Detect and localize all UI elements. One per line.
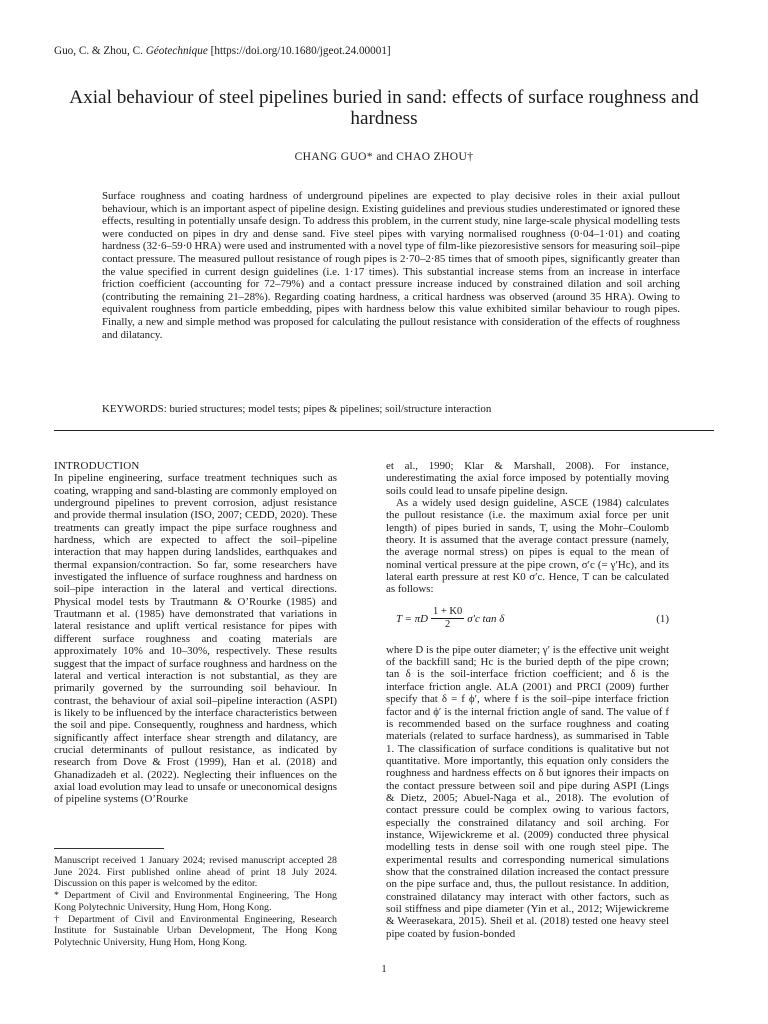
equation-body xyxy=(386,606,656,631)
equation-fraction xyxy=(431,606,464,631)
keywords xyxy=(102,403,680,416)
author-joiner: and xyxy=(376,151,393,163)
running-header xyxy=(54,45,391,57)
paragraph-definitions: where D is the pipe outer diameter; γ′ is the effective unit weight of the backfill sand; Hc is the buried depth of the pipe crown; tan δ is the soil-interface friction coefficient; and δ is the interface friction angle. ALA (2001) and PRCI (2009) further specify that δ = f ϕ′, where f is the soil–pipe interface friction factor and ϕ′ is the internal friction angle of sand. The value of f is recommended based on the surface roughness and coating materials (related to surface hardness), as summarised in Table 1. The classification of surface conditions is qualitative but not quantitative. More importantly, this equation only considers the roughness and hardness effects on δ but ignores their impacts on the contact pressure between soil and pipe during ASPI (Lings & Dietz, 2005; Abuel-Naga et al., 2018). The evolution of contact pressure could be complex owing to various factors, especially the constrained dilatancy and soil arching. For instance, Wijewickreme et al. (2009) conducted three physical modelling tests in dense soil with one rough steel pipe. The experimental results and corresponding numerical simulations show that the constrained dilation increased the contact pressure on the pipe surface and, thus, the pullout resistance. In addition, constrained dilatancy may interact with other factors, such as soil stiffness and pipe diameter (Yin et al., 2012; Wijewickreme & Weerasekara, 2015). Sheil et al. (2018) tested one heavy steel pipe coated by fusion-bonded xyxy=(386,643,669,940)
equation-numerator: 1 + K0 xyxy=(432,606,463,618)
page-number: 1 xyxy=(381,963,387,975)
footnote-affiliation-1: * Department of Civil and Environmental Engineering, The Hong Kong Polytechnic University, Hung Hom, Hong Kong. xyxy=(54,890,337,913)
paper-title: Axial behaviour of steel pipelines buried in sand: effects of surface roughness and hardness xyxy=(69,87,699,129)
abstract: Surface roughness and coating hardness of underground pipelines are expected to play decisive roles in their axial pullout behaviour, which is an important aspect of pipeline design. Existing guidelines and previous studies underestimated or ignored these effects, resulting in potentially unsafe design. To address this problem, in the current study, nine large-scale physical modelling tests were conducted on pipes in dry and dense sand. Five steel pipes with varying normalised roughness (0·04–1·01) and coating hardness (32·6–59·0 HRA) were used and instrumented with a novel type of film-like piezoresistive sensors for measuring soil–pipe contact pressure. The measured pullout resistance of rough pipes is 2·70–2·85 times that of smooth pipes, significantly greater than the value specified in current design guidelines (i.e. 1·17 times). This substantial increase stems from an increase in interface friction coefficient (accounting for 72–79%) and a contact pressure increase induced by constrained dilation and soil arching (contributing the remaining 21–28%). Regarding coating hardness, a critical hardness was observed (around 35 HRA). Owing to equivalent roughness from particle embedding, pipes with hardness below this value exhibited similar behaviour to rough pipes. Finally, a new and simple method was proposed for calculating the pullout resistance with consideration of the effects of roughness and dilatancy. xyxy=(102,190,680,341)
equation-denominator: 2 xyxy=(444,619,451,631)
doi-link[interactable]: [https://doi.org/10.1680/jgeot.24.00001] xyxy=(210,45,391,57)
section-heading-introduction: INTRODUCTION xyxy=(54,460,140,472)
author-line xyxy=(0,151,768,163)
equation-lhs: T = πD xyxy=(396,612,428,625)
keywords-label: KEYWORDS: xyxy=(102,403,167,415)
equation-1 xyxy=(386,602,669,636)
footnotes xyxy=(54,855,337,949)
footnote-received: Manuscript received 1 January 2024; revised manuscript accepted 28 June 2024. First published online ahead of print 18 July 2024. Discussion on this paper is welcomed by the editor. xyxy=(54,855,337,890)
footnote-divider xyxy=(54,848,164,849)
equation-rhs: σ′c tan δ xyxy=(467,612,505,625)
intro-paragraph: In pipeline engineering, surface treatment techniques such as coating, wrapping and sand-blasting are commonly employed on underground pipelines to prevent corrosion, adjust resistance and provide thermal insulation (ISO, 2007; CEDD, 2020). These treatments can greatly impact the pipe surface roughness and hardness, which are expected to affect the soil–pipeline interaction that may happen during landslides, earthquakes and thermal expansion/contraction. So far, some researchers have investigated the influence of surface roughness and hardness on soil–pipe interaction in the lateral and vertical directions. Physical model tests by Trautmann & O’Rourke (1985) and Trautmann et al. (1985) have demonstrated that variations in lateral resistance and uplift vertical resistance for pipes with different surface roughness and coating materials are approximately 10% and 10–30%, respectively. These results suggest that the impact of surface roughness and hardness on the lateral and vertical interaction is not substantial, as they are primarily governed by the surrounding soil behaviour. In contrast, the behaviour of axial soil–pipeline interaction (ASPI) is likely to be influenced by the interface characteristics between the soil and pipe. Consequently, roughness and hardness, which significantly affect interface shear strength and dilatancy, are crucial determinants of pullout resistance, as indicated by research from Dove & Frost (1999), Han et al. (2018) and Ghanadizadeh et al. (2022). Neglecting their influences on the axial load evolution may lead to unsafe or uneconomical designs of pipeline systems (O’Rourke xyxy=(54,472,337,806)
keywords-list: buried structures; model tests; pipes & pipelines; soil/structure interaction xyxy=(169,403,492,415)
author-1: CHANG GUO* xyxy=(294,151,374,163)
header-authors: Guo, C. & Zhou, C. xyxy=(54,45,143,57)
author-2: CHAO ZHOU† xyxy=(396,151,474,163)
right-column xyxy=(386,460,669,940)
footnote-affiliation-2: † Department of Civil and Environmental Engineering, Research Institute for Sustainable Urban Development, The Hong Kong Polytechnic University, Hung Hom, Hong Kong. xyxy=(54,913,337,948)
equation-number: (1) xyxy=(656,612,669,625)
journal-name: Géotechnique xyxy=(145,45,208,57)
section-divider xyxy=(54,430,714,431)
left-column xyxy=(54,460,337,806)
paragraph-asce: As a widely used design guideline, ASCE (1984) calculates the pullout resistance (i.e. the maximum axial force per unit length) of pipes buried in sands, T, using the Mohr–Coulomb theory. It is assumed that the average contact pressure (namely, the average normal stress) on pipes is equal to the mean of nominal vertical pressure at the pipe crown, σ′c (= γ′Hc), and its lateral earth pressure at rest K0 σ′c. Hence, T can be calculated as follows: xyxy=(386,497,669,596)
paragraph-continued: et al., 1990; Klar & Marshall, 2008). For instance, underestimating the axial force imposed by potentially moving soils could lead to unsafe pipeline design. xyxy=(386,460,669,497)
